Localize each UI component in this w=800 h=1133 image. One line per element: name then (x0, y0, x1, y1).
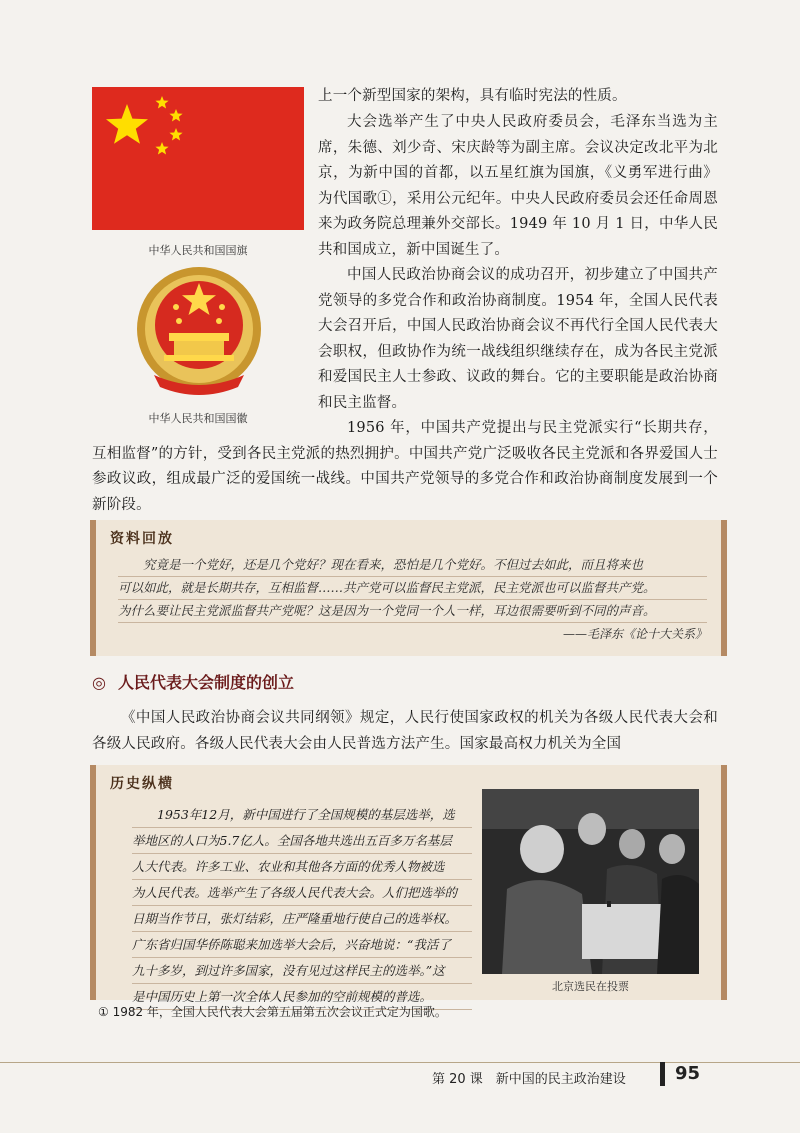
footer-lesson-title: 第 20 课 新中国的民主政治建设 (432, 1072, 626, 1087)
resource-box-quote (118, 554, 707, 623)
national-emblem-image (134, 263, 264, 399)
quote-line: 究竟是一个党好，还是几个党好？现在看来，恐怕是几个党好。不但过去如此，而且将来也 (118, 554, 707, 577)
section-mark-icon: ◎ (92, 673, 106, 692)
quote-line: 为什么要让民主党派监督共产党呢？这是因为一个党同一个人一样，耳边很需要听到不同的声音。 (118, 600, 707, 623)
flag-caption: 中华人民共和国国旗 (148, 244, 248, 257)
paragraph-3: 中国人民政治协商会议的成功召开，初步建立了中国共产党领导的多党合作和政治协商制度。1954 年，全国人民代表大会召开后，中国人民政治协商会议不再代行全国人民代表大会职权，但政协作为统一战线组织继续存在，成为各民主党派和爱国民主人士参政、议政的舞台。它的主要职能是政治协商和民主监督。 (318, 267, 718, 411)
section-heading (92, 670, 294, 693)
history-line: 人大代表。许多工业、农业和其他各方面的优秀人物被选 (132, 854, 472, 880)
history-line: 广东省归国华侨陈聪来加选举大会后，兴奋地说：“我活了 (132, 932, 472, 958)
paragraph-4: 1956 年，中国共产党提出与民主党派实行“长期共存，互相监督”的方针，受到各民主党派的热烈拥护。中国共产党广泛吸收各民主党派和各界爱国人士参政议政，组成最广泛的爱国统一战线。中国共产党领导的多党合作和政治协商制度发展到一个新阶段。 (92, 420, 718, 513)
emblem-caption: 中华人民共和国国徽 (148, 412, 248, 425)
page-number: 95 (675, 1063, 701, 1084)
resource-box-title: 资料回放 (110, 531, 174, 547)
photo-caption: 北京选民在投票 (552, 980, 629, 993)
history-line: 是中国历史上第一次全体人民参加的空前规模的普选。 (132, 984, 472, 1010)
paragraph-2: 大会选举产生了中央人民政府委员会，毛泽东当选为主席，朱德、刘少奇、宋庆龄等为副主席。会议决定改北平为北京，为新中国的首都，以五星红旗为国旗，《义勇军进行曲》为代国歌①，采用公元纪年。中央人民政府委员会还任命周恩来为政务院总理兼外交部长。1949 年 10 月 1 日，中华人民共和国成立，新中国诞生了。 (318, 114, 718, 258)
history-line: 举地区的人口为5.7亿人。全国各地共选出五百多万名基层 (132, 828, 472, 854)
quote-source: ——毛泽东《论十大关系》 (562, 627, 707, 641)
resource-review-box (90, 520, 727, 656)
history-box-text (132, 802, 472, 1010)
quote-line: 可以如此，就是长期共存，互相监督……共产党可以监督民主党派，民主党派也可以监督共产党。 (118, 577, 707, 600)
history-line: 为人民代表。选举产生了各级人民代表大会。人们把选举的 (132, 880, 472, 906)
history-line: 1953年12月，新中国进行了全国规模的基层选举，选 (132, 802, 472, 828)
paragraph-1: 上一个新型国家的架构，具有临时宪法的性质。 (318, 88, 627, 104)
footer-separator (660, 1062, 665, 1086)
history-line: 九十多岁，到过许多国家，没有见过这样民主的选举。”这 (132, 958, 472, 984)
section-heading-text: 人民代表大会制度的创立 (117, 673, 294, 692)
history-line: 日期当作节日，张灯结彩，庄严隆重地行使自己的选举权。 (132, 906, 472, 932)
history-box-title: 历史纵横 (110, 776, 174, 792)
voting-photo-image (482, 789, 699, 974)
footnote: ① 1982 年，全国人民代表大会第五届第五次会议正式定为国歌。 (98, 1005, 447, 1019)
paragraph-5: 《中国人民政治协商会议共同纲领》规定，人民行使国家政权的机关为各级人民代表大会和各级人民政府。各级人民代表大会由人民普选方法产生。国家最高权力机关为全国 (92, 710, 718, 752)
national-flag-image (92, 87, 304, 230)
